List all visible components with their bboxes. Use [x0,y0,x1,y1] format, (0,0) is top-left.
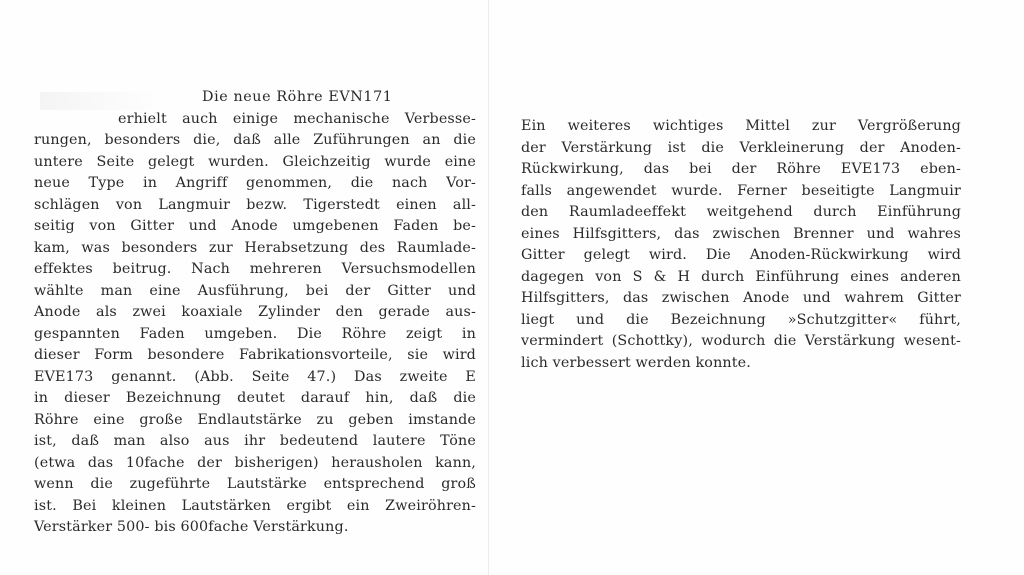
text-line: gespannten Faden umgeben. Die Röhre zeigt in [34,325,476,342]
text-line: Röhre eine große Endlautstärke zu geben imstande [34,411,476,428]
text-line: liegt und die Bezeichnung »Schutzgitter« führt, [521,311,961,328]
text-line: Rückwirkung, das bei der Röhre EVE173 eben- [521,161,961,177]
text-line: untere Seite gelegt wurden. Gleichzeitig wurde eine [34,153,476,170]
text-line: schlägen von Langmuir bezw. Tigerstedt einen all- [34,196,476,213]
scan-fold-line [488,0,489,575]
text-line: vermindert (Schottky), wodurch die Verstärkung wesent- [521,333,961,349]
text-line: Verstärker 500- bis 600fache Verstärkung. [34,519,349,535]
text-line: Hilfsgitters, das zwischen Anode und wahrem Gitter [521,290,961,306]
text-line: Gitter gelegt wird. Die Anoden-Rückwirkung wird [521,247,961,263]
text-line: EVE173 genannt. (Abb. Seite 47.) Das zweite E [34,368,476,385]
text-line: in dieser Bezeichnung deutet darauf hin, daß die [34,390,476,406]
article-heading: Die neue Röhre EVN171 [202,89,393,105]
text-line: Ein weiteres wichtiges Mittel zur Vergrößerung [521,118,961,134]
text-line: Anode als zwei koaxiale Zylinder den gerade aus- [34,304,476,320]
right-column [521,116,961,374]
text-line: wählte man eine Ausführung, bei der Gitter und [34,282,476,299]
text-line: rungen, besonders die, daß alle Zuführungen an die [34,132,476,148]
text-line: den Raumladeeffekt weitgehend durch Einführung [521,204,961,220]
text-line: dagegen von S & H durch Einführung eines anderen [521,268,961,285]
text-line: erhielt auch einige mechanische Verbesse- [118,110,476,127]
text-line: wenn die zugeführte Lautstärke entsprechend groß [34,476,476,492]
text-line: ist. Bei kleinen Lautstärken ergibt ein Zweiröhren- [34,497,476,514]
text-line: seitig von Gitter und Anode umgebenen Faden be- [34,218,476,234]
text-line: falls angewendet wurde. Ferner beseitigte Langmuir [521,182,961,199]
text-line: lich verbessert werden konnte. [521,354,751,371]
text-line: eines Hilfsgitters, das zwischen Brenner und wahres [521,225,961,242]
text-line: dieser Form besondere Fabrikationsvorteile, sie wird [34,347,476,363]
text-line: kam, was besonders zur Herabsetzung des Raumlade- [34,239,476,256]
text-line: (etwa das 10fache der bisherigen) herausholen kann, [34,454,476,471]
text-line: der Verstärkung ist die Verkleinerung der Anoden- [521,139,961,156]
left-column [34,87,476,539]
text-line: neue Type in Angriff genommen, die nach Vor- [34,175,476,191]
text-line: effektes beitrug. Nach mehreren Versuchsmodellen [34,261,476,277]
text-line: ist, daß man also aus ihr bedeutend lautere Töne [34,433,476,449]
